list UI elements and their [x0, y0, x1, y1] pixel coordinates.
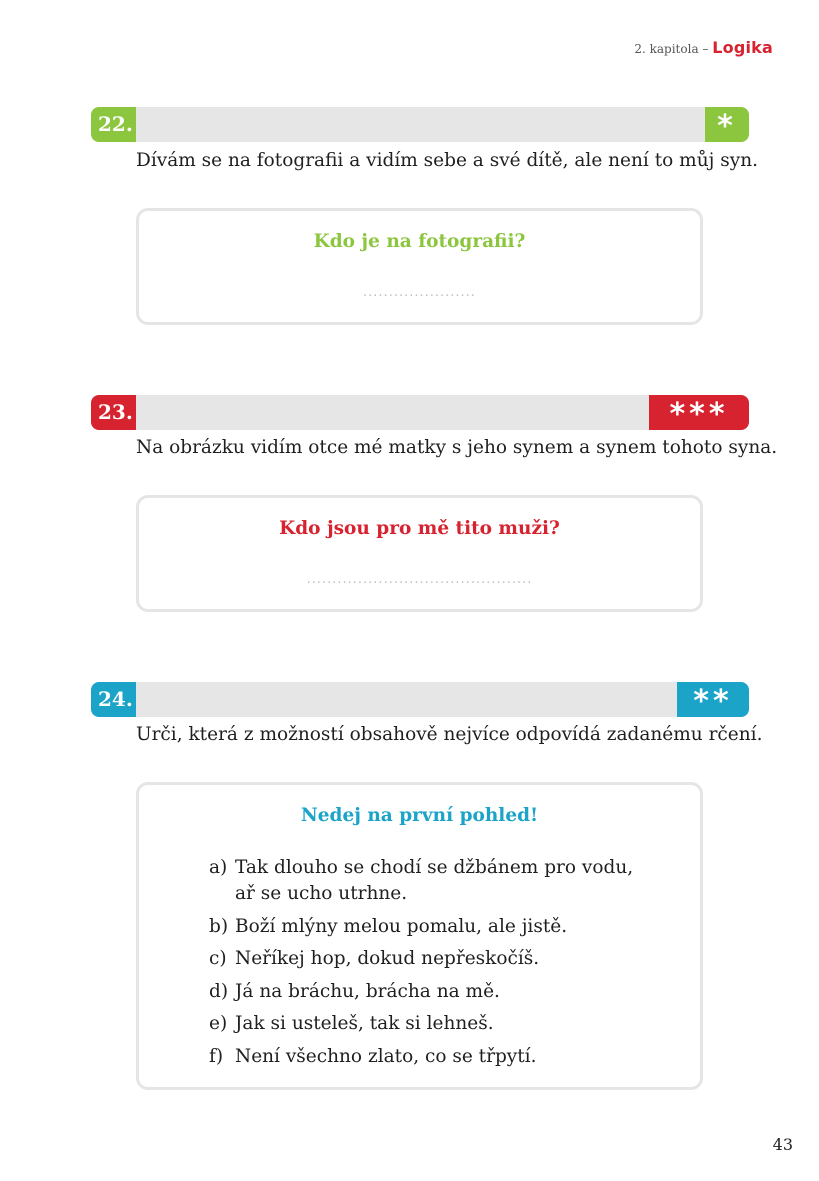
option-text: Tak dlouho se chodí se džbánem pro vodu, ař se ucho utrhne. [235, 857, 634, 904]
task-24-options-box [136, 782, 703, 1090]
option-text: Není všechno zlato, co se třpytí. [235, 1045, 537, 1067]
option-d[interactable] [209, 979, 633, 1005]
option-letter: c) [209, 948, 227, 969]
task-23-prompt: Na obrázku vidím otce mé matky s jeho synem a synem tohoto syna. [136, 437, 778, 458]
task-23-question: Kdo jsou pro mě tito muži? [279, 518, 560, 539]
page-number: 43 [772, 1135, 793, 1154]
task-23-answer-box [136, 495, 703, 612]
option-a[interactable] [209, 855, 633, 907]
option-text: Neříkej hop, dokud nepřeskočíš. [235, 948, 540, 969]
task-22-prompt: Dívám se na fotografii a vidím sebe a své dítě, ale není to můj syn. [136, 150, 758, 171]
option-letter: d) [209, 980, 229, 1002]
option-b[interactable] [209, 914, 633, 940]
task-23-bar [91, 395, 749, 430]
option-letter: b) [209, 915, 229, 937]
task-24-options-list [209, 855, 633, 1076]
task-23-difficulty-stars: *** [649, 395, 749, 430]
task-23-number: 23. [91, 395, 136, 430]
task-22-number: 22. [91, 107, 136, 142]
task-22-difficulty-stars: * [705, 107, 749, 142]
option-letter: a) [209, 857, 228, 878]
chapter-label: 2. kapitola – [634, 42, 709, 56]
option-text: Jak si usteleš, tak si lehneš. [235, 1013, 494, 1034]
task-24-number: 24. [91, 682, 136, 717]
task-22-question: Kdo je na fotografii? [313, 231, 526, 252]
task-24-question: Nedej na první pohled! [300, 805, 539, 826]
task-24-difficulty-stars: ** [677, 682, 749, 717]
option-c[interactable] [209, 946, 633, 972]
task-23-answer-line[interactable]: ············································ [306, 576, 533, 591]
option-letter: e) [209, 1013, 228, 1034]
option-text: Boží mlýny melou pomalu, ale jistě. [235, 915, 568, 937]
option-e[interactable] [209, 1011, 633, 1037]
option-f[interactable] [209, 1044, 633, 1070]
option-letter: f) [209, 1045, 224, 1067]
task-22-answer-box [136, 208, 703, 325]
task-24-bar [91, 682, 749, 717]
option-text: Já na bráchu, brácha na mě. [235, 980, 500, 1002]
task-22-answer-line[interactable]: ······················ [363, 289, 476, 304]
task-24-prompt: Urči, která z možností obsahově nejvíce odpovídá zadanému rčení. [136, 724, 763, 745]
task-22-bar [91, 107, 749, 142]
chapter-name: Logika [712, 38, 773, 57]
chapter-header [634, 38, 773, 57]
